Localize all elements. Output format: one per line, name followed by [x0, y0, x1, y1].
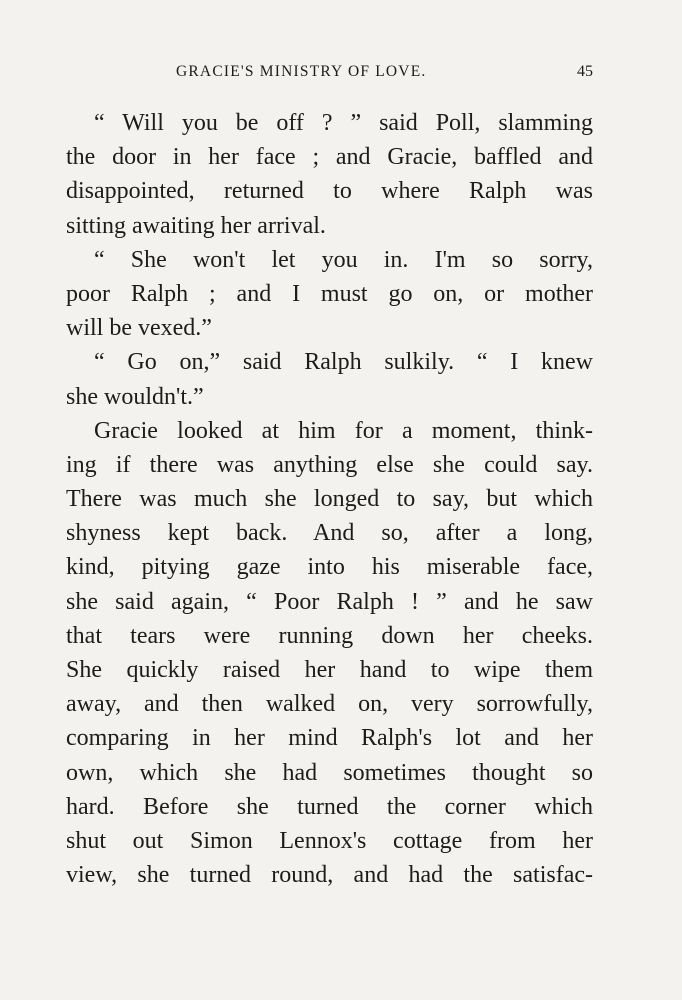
- text-line: own, which she had sometimes thought so: [66, 759, 593, 786]
- running-title: GRACIE'S MINISTRY OF LOVE.: [176, 63, 427, 80]
- text-line: “ Go on,” said Ralph sulkily. “ I knew: [94, 349, 593, 376]
- text-line: “ Will you be off ? ” said Poll, slamming: [94, 110, 593, 136]
- text-line: sitting awaiting her arrival.: [66, 212, 326, 239]
- running-head: [66, 63, 593, 85]
- text-line: kind, pitying gaze into his miserable face,: [66, 554, 593, 581]
- text-line: view, she turned round, and had the satisfac-: [66, 862, 593, 889]
- text-line: will be vexed.”: [66, 315, 212, 342]
- text-line: away, and then walked on, very sorrowfully,: [66, 691, 593, 718]
- text-line: she wouldn't.”: [66, 383, 204, 410]
- text-line: hard. Before she turned the corner which: [66, 793, 593, 820]
- text-line: shyness kept back. And so, after a long,: [66, 520, 593, 547]
- page-number: 45: [577, 63, 593, 80]
- text-line: the door in her face ; and Gracie, baffled and: [66, 144, 593, 171]
- text-line: There was much she longed to say, but which: [66, 486, 593, 513]
- text-line: “ She won't let you in. I'm so sorry,: [94, 246, 593, 273]
- text-line: disappointed, returned to where Ralph was: [66, 178, 593, 205]
- text-line: ing if there was anything else she could say.: [66, 451, 593, 478]
- body-text: [66, 106, 593, 892]
- text-line: that tears were running down her cheeks.: [66, 622, 593, 649]
- text-line: comparing in her mind Ralph's lot and her: [66, 725, 593, 752]
- text-line: She quickly raised her hand to wipe them: [66, 657, 593, 683]
- text-line: shut out Simon Lennox's cottage from her: [66, 827, 593, 854]
- text-line: she said again, “ Poor Ralph ! ” and he saw: [66, 588, 593, 615]
- text-line: Gracie looked at him for a moment, think-: [94, 417, 593, 444]
- text-line: poor Ralph ; and I must go on, or mother: [66, 280, 593, 307]
